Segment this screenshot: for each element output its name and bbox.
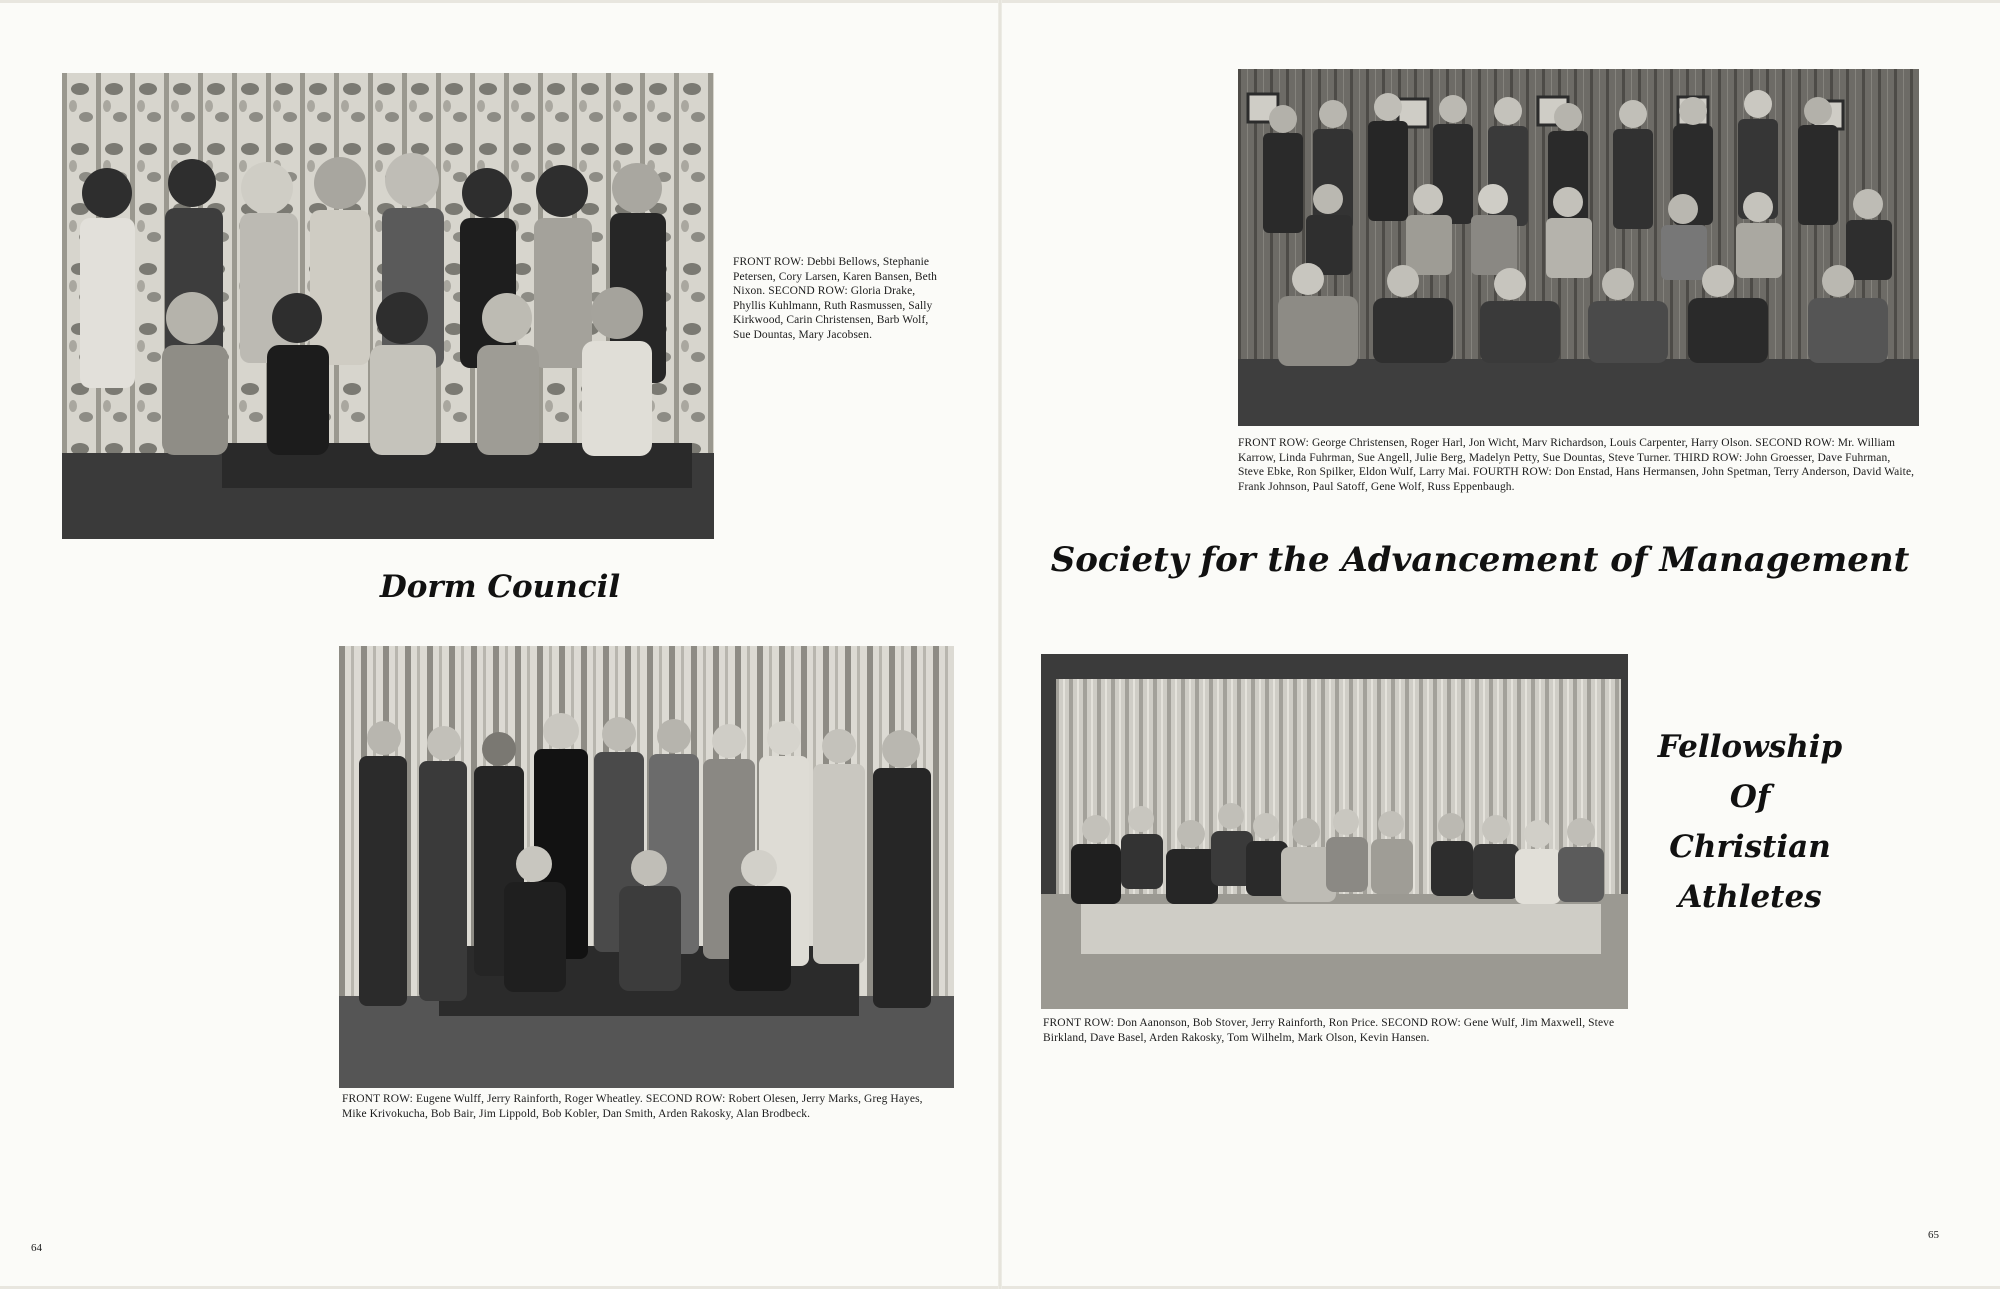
fca-caption: FRONT ROW: Don Aanonson, Bob Stover, Jerry Rainforth, Ron Price. SECOND ROW: Gene Wulf, Jim Maxwell, Steve Birkland, Dave Basel, Arden Rakosky, Tom Wilhelm, Mark Olson, Kevin Hansen.: [1043, 1017, 1615, 1044]
fca-title-line-2: Of: [1729, 779, 1771, 815]
group-photo-2: [339, 646, 954, 1088]
dorm-council-caption: FRONT ROW: Debbi Bellows, Stephanie Petersen, Cory Larsen, Karen Bansen, Beth Nixon. SECOND ROW: Gloria Drake, Phyllis Kuhlmann, Ruth Rasmussen, Sally Kirkwood, Carin Christensen, Barb Wolf, Sue Dountas, Mary Jacobsen.: [733, 256, 938, 341]
fca-title-line-1: Fellowship: [1657, 729, 1843, 765]
page-number-left: 64: [31, 1242, 42, 1254]
page-number-right: 65: [1928, 1229, 1939, 1241]
fca-title-line-4: Athletes: [1678, 879, 1822, 915]
fca-photo: [1041, 654, 1628, 1009]
dorm-council-photo: [62, 73, 714, 539]
dorm-council-title: Dorm Council: [379, 569, 621, 605]
fca-title-line-3: Christian: [1669, 829, 1831, 865]
fca-title: [1640, 722, 1860, 922]
page-gutter: [998, 0, 1002, 1289]
sam-photo: [1238, 69, 1919, 426]
sam-title: Society for the Advancement of Management: [1050, 540, 1910, 580]
sam-caption: FRONT ROW: George Christensen, Roger Harl, Jon Wicht, Marv Richardson, Louis Carpenter, Harry Olson. SECOND ROW: Mr. William Karrow, Linda Fuhrman, Sue Angell, Julie Berg, Madelyn Petty, Sue Dountas, Steve Turner. THIRD ROW: John Groesser, Dave Fuhrman, Steve Ebke, Ron Spilker, Eldon Wulf, Larry Mai. FOURTH ROW: Don Enstad, Hans Hermansen, John Spetman, Terry Anderson, David Waite, Frank Johnson, Paul Satoff, Gene Wolf, Russ Eppenbaugh.: [1238, 437, 1915, 493]
group-photo-2-caption: FRONT ROW: Eugene Wulff, Jerry Rainforth, Roger Wheatley. SECOND ROW: Robert Olesen, Jerry Marks, Greg Hayes, Mike Krivokucha, Bob Bair, Jim Lippold, Bob Kobler, Dan Smith, Arden Rakosky, Alan Brodbeck.: [342, 1093, 923, 1120]
